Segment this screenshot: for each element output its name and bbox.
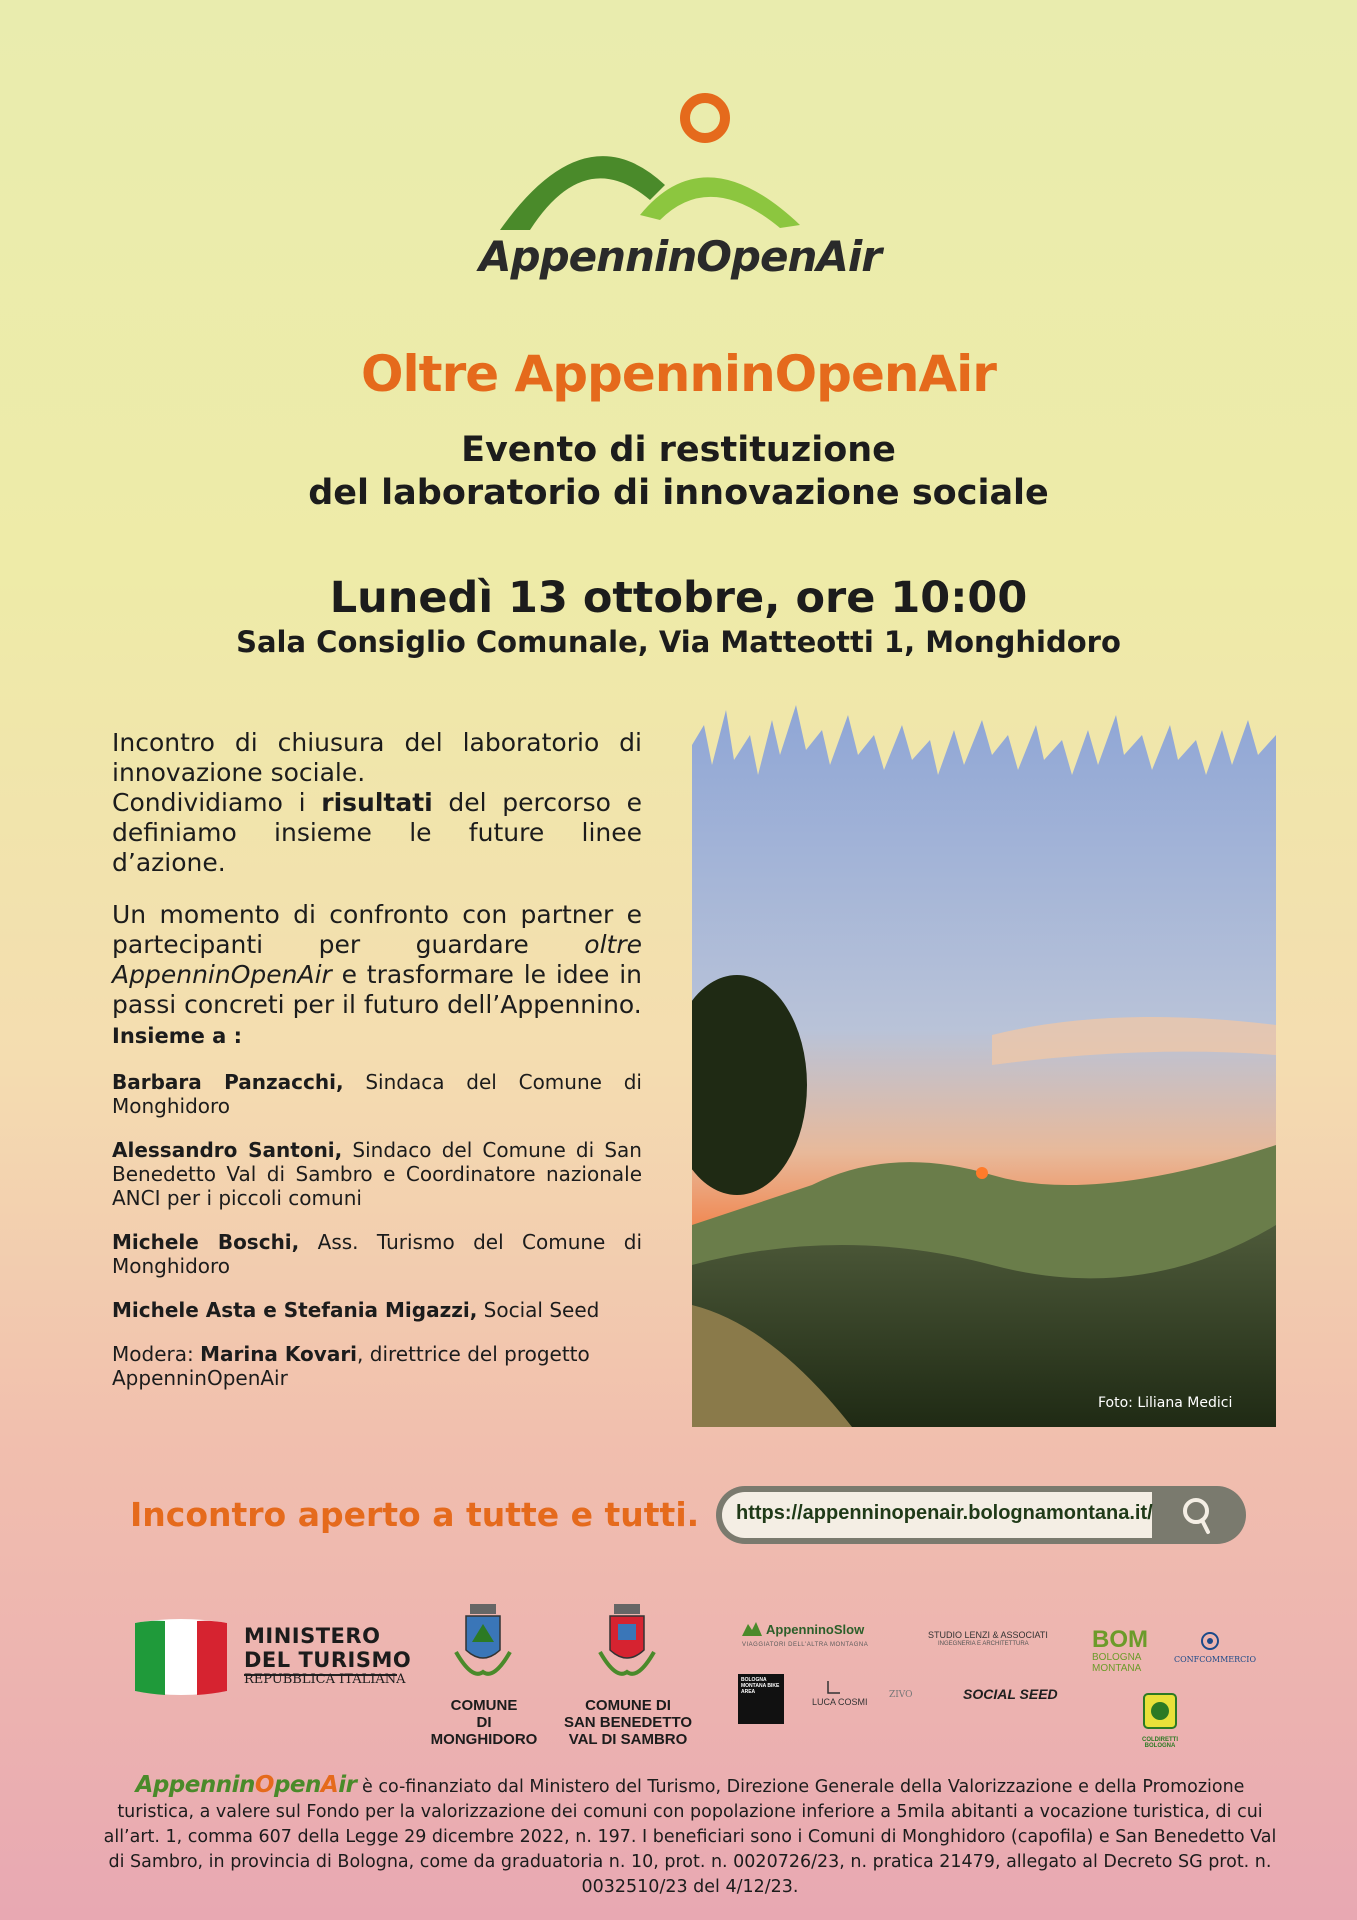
- ministero-label-line2: DEL TURISMO: [244, 1648, 412, 1672]
- intro-paragraph-1: Incontro di chiusura del laboratorio di innovazione sociale. Condividiamo i risultati del percorso e definiamo insieme le future linee d’azione.: [112, 728, 642, 877]
- landscape-photo: [692, 705, 1276, 1427]
- appennino-slow-icon: [742, 1620, 762, 1636]
- footer-funding-note: [100, 1773, 1280, 1900]
- bom-subtitle: BOLOGNA MONTANA: [1092, 1652, 1142, 1674]
- open-invite: Incontro aperto a tutte e tutti.: [130, 1495, 700, 1534]
- bike-area-logo: BOLOGNA MONTANA BIKE AREA: [738, 1674, 784, 1724]
- bom-logo: BOM: [1092, 1626, 1148, 1653]
- moderator: Modera: Marina Kovari, direttrice del progetto AppenninOpenAir: [112, 1342, 590, 1390]
- san-benedetto-crest-icon: [596, 1602, 658, 1684]
- url-link[interactable]: https://appenninopenair.bolognamontana.it/: [736, 1502, 1153, 1524]
- subtitle-line-1: Evento di restituzione: [461, 430, 896, 470]
- luca-cosmi-icon: [826, 1679, 842, 1695]
- footer-text: è co-finanziato dal Ministero del Turismo, Direzione Generale della Valorizzazione e della Promozione turistica, a valere sul Fondo per la valorizzazione dei comuni con popolazione inferiore a 5mila abitanti a vocazione turistica, di cui all’art. 1, comma 607 della Legge 29 dicembre 2022, n. 197. I beneficiari sono i Comuni di Monghidoro (capofila) e San Benedetto Val di Sambro, in provincia di Bologna, come da graduatoria n. 10, prot. n. 0020726/23, n. pratica 21479, allegato al Decreto SG prot. n. 0032510/23 del 4/12/23.: [103, 1777, 1277, 1897]
- studio-lenzi-logo: STUDIO LENZI & ASSOCIATI: [928, 1630, 1048, 1640]
- logo-wordmark: AppenninOpenAir: [479, 232, 881, 281]
- event-description: [112, 728, 642, 1410]
- confcommercio-logo: CONFCOMMERCIO: [1174, 1655, 1256, 1664]
- appennino-slow-logo: AppenninoSlow: [766, 1622, 865, 1637]
- appennino-slow-tagline: VIAGGIATORI DELL'ALTRA MONTAGNA: [742, 1642, 869, 1648]
- search-icon[interactable]: [1178, 1494, 1220, 1536]
- comune-monghidoro-label: COMUNE DI MONGHIDORO: [430, 1697, 538, 1748]
- coldiretti-icon: [1140, 1692, 1180, 1738]
- footer-brand: AppenninOpenAir: [135, 1772, 357, 1798]
- coldiretti-label: COLDIRETTI BOLOGNA: [1142, 1737, 1178, 1749]
- speaker-item: Michele Asta e Stefania Migazzi, Social Seed: [112, 1298, 600, 1322]
- intro-paragraph-2: Un momento di confronto con partner e partecipanti per guardare oltre AppenninOpenAir e trasformare le idee in passi concreti per il futuro dell’Appennino.: [112, 900, 642, 1019]
- italian-flag-icon: [135, 1617, 227, 1697]
- luca-cosmi-logo: LUCA COSMI: [812, 1697, 868, 1707]
- photo-credit: Foto: Liliana Medici: [1098, 1395, 1233, 1411]
- monghidoro-crest-icon: [452, 1602, 514, 1684]
- subtitle-line-2: del laboratorio di innovazione sociale: [308, 473, 1049, 513]
- studio-lenzi-tagline: INGEGNERIA E ARCHITETTURA: [938, 1641, 1029, 1647]
- speakers-heading: Insieme a :: [112, 1024, 243, 1048]
- speaker-item: Alessandro Santoni, Sindaco del Comune di San Benedetto Val di Sambro e Coordinatore nazionale ANCI per i piccoli comuni: [112, 1138, 642, 1210]
- zivo-logo: ZIVO: [889, 1690, 913, 1700]
- page-title: Oltre AppenninOpenAir: [361, 345, 996, 403]
- speaker-item: Barbara Panzacchi, Sindaca del Comune di Monghidoro: [112, 1070, 642, 1118]
- event-date: Lunedì 13 ottobre, ore 10:00: [329, 573, 1028, 623]
- ministero-label-line1: MINISTERO: [244, 1624, 381, 1648]
- logo-mountain-dark: [500, 156, 665, 230]
- event-venue: Sala Consiglio Comunale, Via Matteotti 1, Monghidoro: [236, 625, 1121, 659]
- speaker-item: Michele Boschi, Ass. Turismo del Comune di Monghidoro: [112, 1230, 642, 1278]
- confcommercio-icon: [1200, 1631, 1220, 1651]
- social-seed-logo: SOCIAL SEED: [963, 1686, 1058, 1702]
- logo-sun: [685, 98, 725, 138]
- ministero-label-line3: REPUBBLICA ITALIANA: [244, 1672, 406, 1687]
- comune-san-benedetto-label: COMUNE DI SAN BENEDETTO VAL DI SAMBRO: [563, 1697, 693, 1748]
